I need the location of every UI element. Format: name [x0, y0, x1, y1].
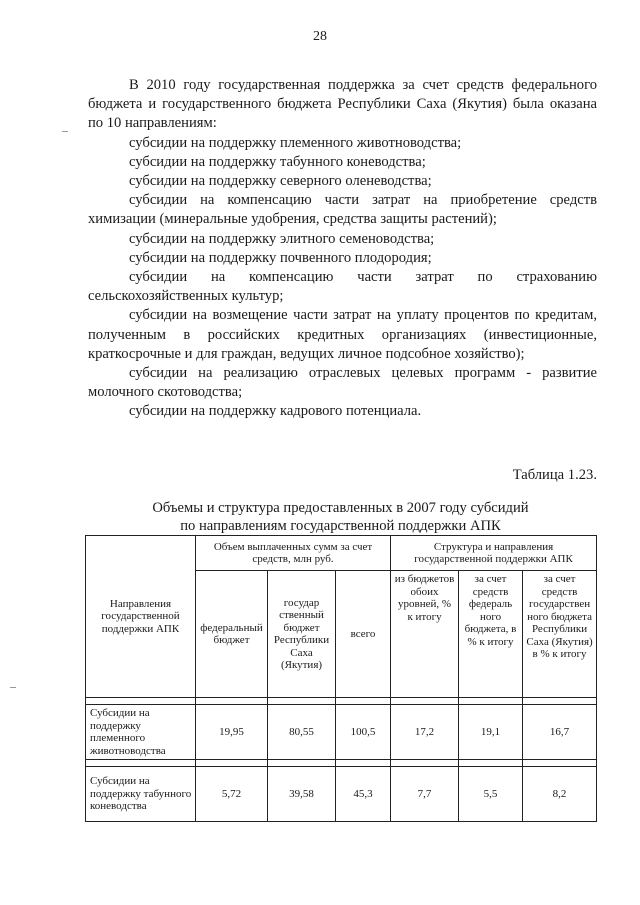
header-group-structure: Структура и направления государственной поддержки АПК [391, 536, 597, 571]
list-item: субсидии на поддержку племенного животноводства; [129, 134, 462, 151]
table-caption: Таблица 1.23. [512, 467, 597, 483]
cell-state: 80,55 [268, 705, 336, 760]
list-item: субсидии на поддержку кадрового потенциала. [129, 403, 422, 420]
row-name: Субсидии на поддержку племенного животноводства [86, 705, 196, 760]
table-header-row [86, 536, 597, 571]
subsidies-table [85, 535, 597, 822]
cell-federal: 19,95 [196, 705, 268, 760]
table-spacer-row [86, 698, 597, 705]
cell-share-state: 8,2 [523, 767, 597, 822]
list-item: субсидии на компенсацию части затрат на приобретение средств химизации (минеральные удобрения, средства защиты растений); [88, 192, 597, 228]
header-share-all: из бюджетов обоих уровней, % к итогу [391, 571, 459, 698]
margin-mark [10, 687, 16, 688]
margin-mark [62, 131, 68, 132]
table-spacer-row [86, 760, 597, 767]
cell-share-federal: 19,1 [459, 705, 523, 760]
row-name: Субсидии на поддержку табунного коневодства [86, 767, 196, 822]
header-share-state: за счет средств государствен ного бюджета Республики Саха (Якутия) в % к итогу [523, 571, 597, 698]
header-group-amounts: Объем выплаченных сумм за счет средств, млн руб. [196, 536, 391, 571]
list-item: субсидии на поддержку северного оленеводства; [129, 173, 432, 190]
table-row [86, 705, 597, 760]
cell-share-federal: 5,5 [459, 767, 523, 822]
header-direction: Направления государственной поддержки АПК [86, 536, 196, 698]
table-title [85, 499, 596, 535]
cell-total: 45,3 [336, 767, 391, 822]
list-item: субсидии на поддержку табунного коневодства; [129, 153, 426, 170]
cell-share-all: 17,2 [391, 705, 459, 760]
list-item: субсидии на возмещение части затрат на уплату процентов по кредитам, полученным в российских кредитных организациях (инвестиционные, краткосрочные и для граждан, ведущих личное подсобное хозяйство); [88, 307, 597, 362]
list-item: субсидии на компенсацию части затрат по страхованию сельскохозяйственных культур; [88, 269, 597, 305]
page-number: 28 [313, 29, 327, 44]
list-item: субсидии на поддержку элитного семеноводства; [129, 230, 435, 247]
list-item: субсидии на реализацию отраслевых целевых программ - развитие молочного скотоводства; [88, 365, 597, 401]
cell-state: 39,58 [268, 767, 336, 822]
intro-paragraph: В 2010 году государственная поддержка за счет средств федерального бюджета и государственного бюджета Республики Саха (Якутия) была оказана по 10 направлениям: [88, 77, 597, 132]
cell-share-state: 16,7 [523, 705, 597, 760]
header-total: всего [336, 571, 391, 698]
cell-total: 100,5 [336, 705, 391, 760]
header-state: государ ственный бюджет Республики Саха (Якутия) [268, 571, 336, 698]
header-federal: федеральный бюджет [196, 571, 268, 698]
body-text [88, 76, 597, 422]
table-row [86, 767, 597, 822]
cell-federal: 5,72 [196, 767, 268, 822]
table-title-line: Объемы и структура предоставленных в 2007 году субсидий [152, 500, 529, 516]
cell-share-all: 7,7 [391, 767, 459, 822]
table-title-line: по направлениям государственной поддержки АПК [180, 518, 501, 534]
header-share-federal: за счет средств федераль ного бюджета, в % к итогу [459, 571, 523, 698]
list-item: субсидии на поддержку почвенного плодородия; [129, 249, 432, 266]
